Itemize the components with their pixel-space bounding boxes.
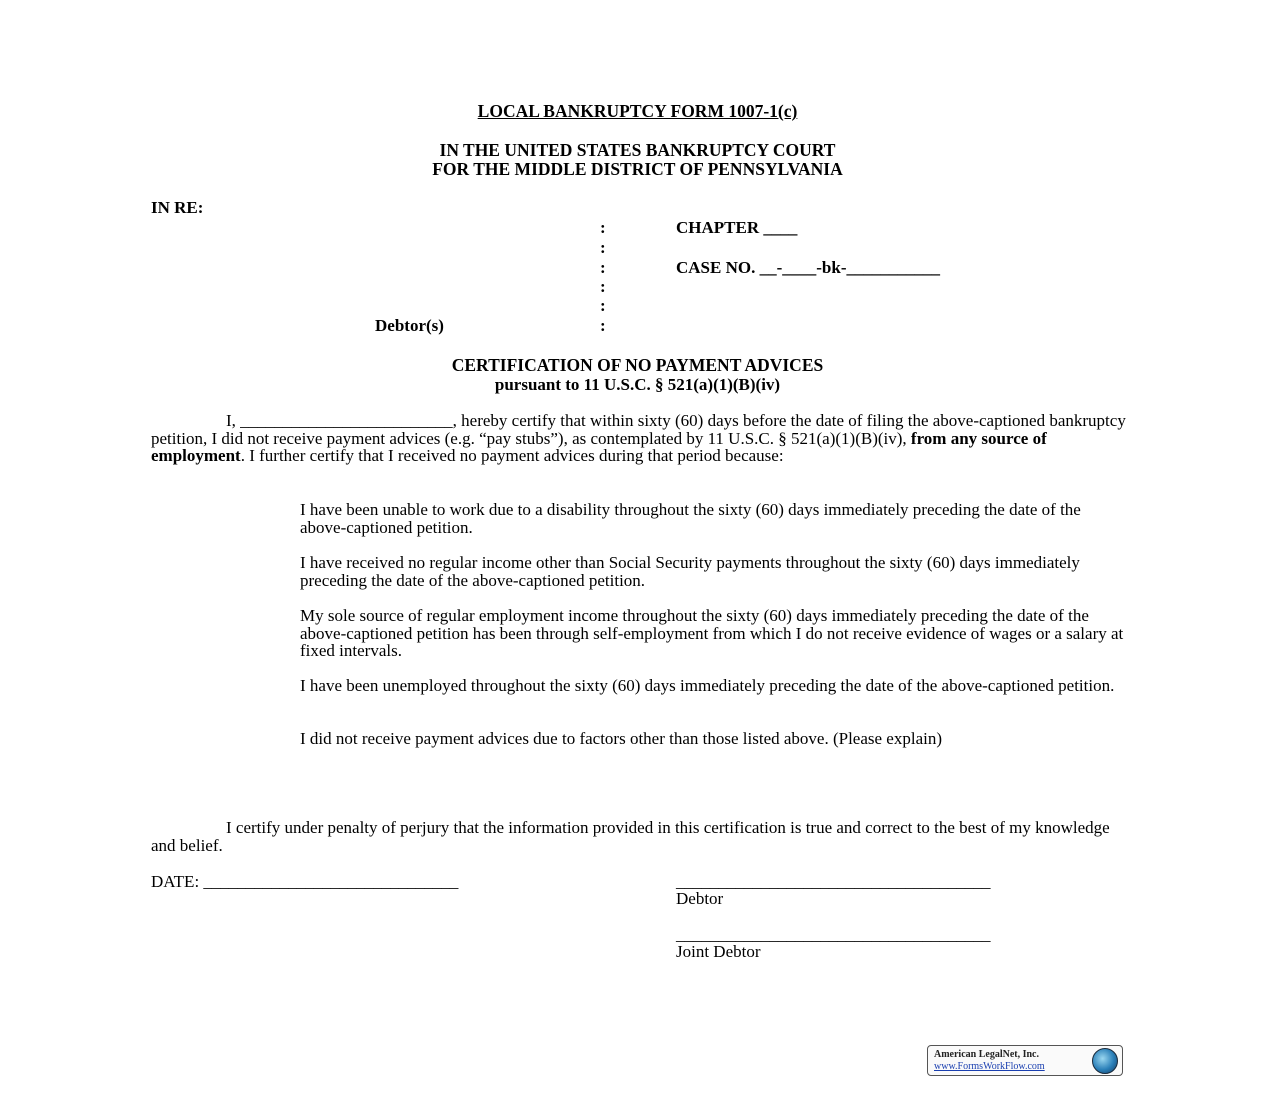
reason-disability[interactable]: I have been unable to work due to a disability throughout the sixty (60) days immediately preceding the date of the above-captioned petition. bbox=[300, 500, 1081, 537]
debtor-signature-label: Debtor bbox=[676, 889, 724, 908]
court-name-line2: FOR THE MIDDLE DISTRICT OF PENNSYLVANIA bbox=[432, 159, 843, 179]
logo-company-name: American LegalNet, Inc. bbox=[934, 1049, 1039, 1060]
legalnet-logo[interactable] bbox=[927, 1045, 1123, 1076]
reason-social-security[interactable]: I have received no regular income other than Social Security payments throughout the sixty (60) days immediately preceding the date of the above-captioned petition. bbox=[300, 553, 1080, 590]
intro-paragraph bbox=[151, 412, 1126, 465]
logo-url-link[interactable]: www.FormsWorkFlow.com bbox=[934, 1061, 1045, 1072]
caption-colon: : bbox=[600, 218, 606, 237]
date-field[interactable]: DATE: ______________________________ bbox=[151, 872, 459, 891]
court-name-line1: IN THE UNITED STATES BANKRUPTCY COURT bbox=[439, 140, 836, 160]
caption-colon: : bbox=[600, 316, 606, 335]
case-number-field[interactable]: CASE NO. __-____-bk-___________ bbox=[676, 258, 940, 277]
intro-text-bold: from any source of employment bbox=[151, 428, 1047, 465]
globe-icon bbox=[1092, 1048, 1118, 1074]
reason-other[interactable]: I did not receive payment advices due to factors other than those listed above. (Please explain) bbox=[300, 729, 942, 748]
certification-subtitle: pursuant to 11 U.S.C. § 521(a)(1)(B)(iv) bbox=[494, 375, 781, 394]
caption-colon: : bbox=[600, 238, 606, 257]
in-re-label: IN RE: bbox=[151, 198, 204, 217]
caption-colon: : bbox=[600, 277, 606, 296]
joint-debtor-signature-label: Joint Debtor bbox=[676, 942, 761, 961]
caption-colon: : bbox=[600, 296, 606, 315]
certification-title: CERTIFICATION OF NO PAYMENT ADVICES bbox=[451, 355, 824, 375]
intro-text-part2: . I further certify that I received no payment advices during that period because: bbox=[240, 446, 784, 465]
reason-unemployed[interactable]: I have been unemployed throughout the sixty (60) days immediately preceding the date of the above-captioned petition. bbox=[300, 676, 1115, 695]
form-title: LOCAL BANKRUPTCY FORM 1007-1(c) bbox=[477, 101, 798, 121]
joint-debtor-signature-line[interactable]: _____________________________________ bbox=[676, 925, 991, 944]
reason-self-employment[interactable]: My sole source of regular employment income throughout the sixty (60) days immediately preceding the date of the above-captioned petition has been through self-employment from which I do not receive evidence of wages or a salary at fixed intervals. bbox=[300, 606, 1124, 660]
debtor-signature-line[interactable]: _____________________________________ bbox=[676, 872, 991, 891]
intro-text-part1: I, _________________________, hereby certify that within sixty (60) days before the date of filing the above-captioned bankruptcy petition, I did not receive payment advices (e.g. “pay stubs”), as contemplated by 11 U.S.C. § 521(a)(1)(B)(iv), bbox=[151, 411, 1126, 448]
chapter-field[interactable]: CHAPTER ____ bbox=[676, 218, 798, 237]
caption-colon: : bbox=[600, 258, 606, 277]
debtors-label: Debtor(s) bbox=[375, 316, 444, 335]
perjury-statement: I certify under penalty of perjury that the information provided in this certification is true and correct to the best of my knowledge and belief. bbox=[151, 818, 1110, 855]
